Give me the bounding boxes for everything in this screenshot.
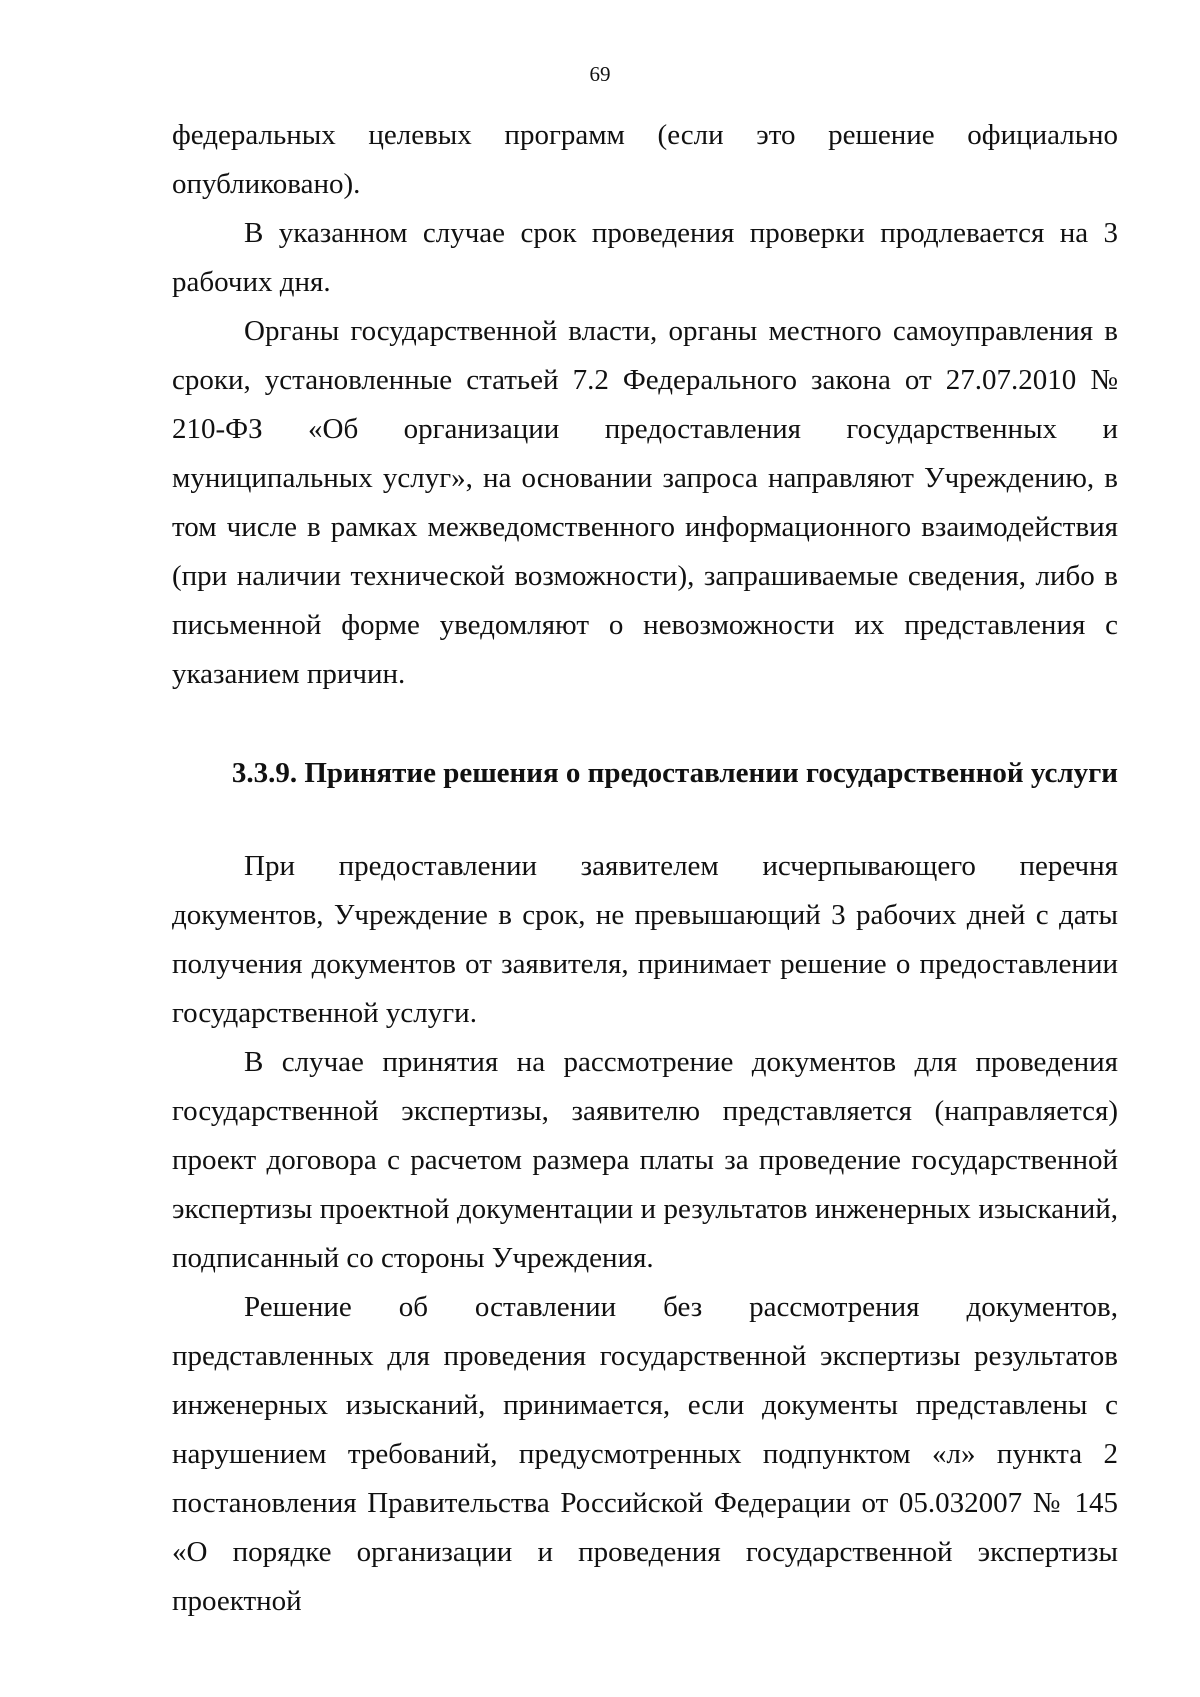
paragraph-extension-notice: В указанном случае срок проведения проверки продлевается на 3 рабочих дня. [172,217,1118,298]
spacer [172,699,1118,749]
page-number: 69 [589,62,611,86]
document-body [172,111,1118,1626]
section-heading: 3.3.9. Принятие решения о предоставлении государственной услуги [231,757,1118,789]
spacer [172,798,1118,842]
paragraph-rejection-grounds: Решение об оставлении без рассмотрения документов, представленных для проведения государственной экспертизы результатов инженерных изысканий, принимается, если документы представлены с нарушением требований, предусмотренных подпунктом «л» пункта 2 постановления Правительства Российской Федерации от 05.032007 № 145 «О порядке организации и проведения государственной экспертизы проектной [172,1291,1118,1617]
paragraph-continuation: федеральных целевых программ (если это решение официально опубликовано). [172,119,1118,200]
paragraph-decision-term: При предоставлении заявителем исчерпывающего перечня документов, Учреждение в срок, не превышающий 3 рабочих дней с даты получения документов от заявителя, принимает решение о предоставлении государственной услуги. [172,850,1118,1029]
paragraph-authorities-response: Органы государственной власти, органы местного самоуправления в сроки, установленные статьей 7.2 Федерального закона от 27.07.2010 № 210-ФЗ «Об организации предоставления государственных и муниципальных услуг», на основании запроса направляют Учреждению, в том числе в рамках межведомственного информационного взаимодействия (при наличии технической возможности), запрашиваемые сведения, либо в письменной форме уведомляют о невозможности их представления с указанием причин. [172,315,1118,690]
paragraph-contract-draft: В случае принятия на рассмотрение документов для проведения государственной экспертизы, заявителю представляется (направляется) проект договора с расчетом размера платы за проведение государственной экспертизы проектной документации и результатов инженерных изысканий, подписанный со стороны Учреждения. [172,1046,1118,1274]
